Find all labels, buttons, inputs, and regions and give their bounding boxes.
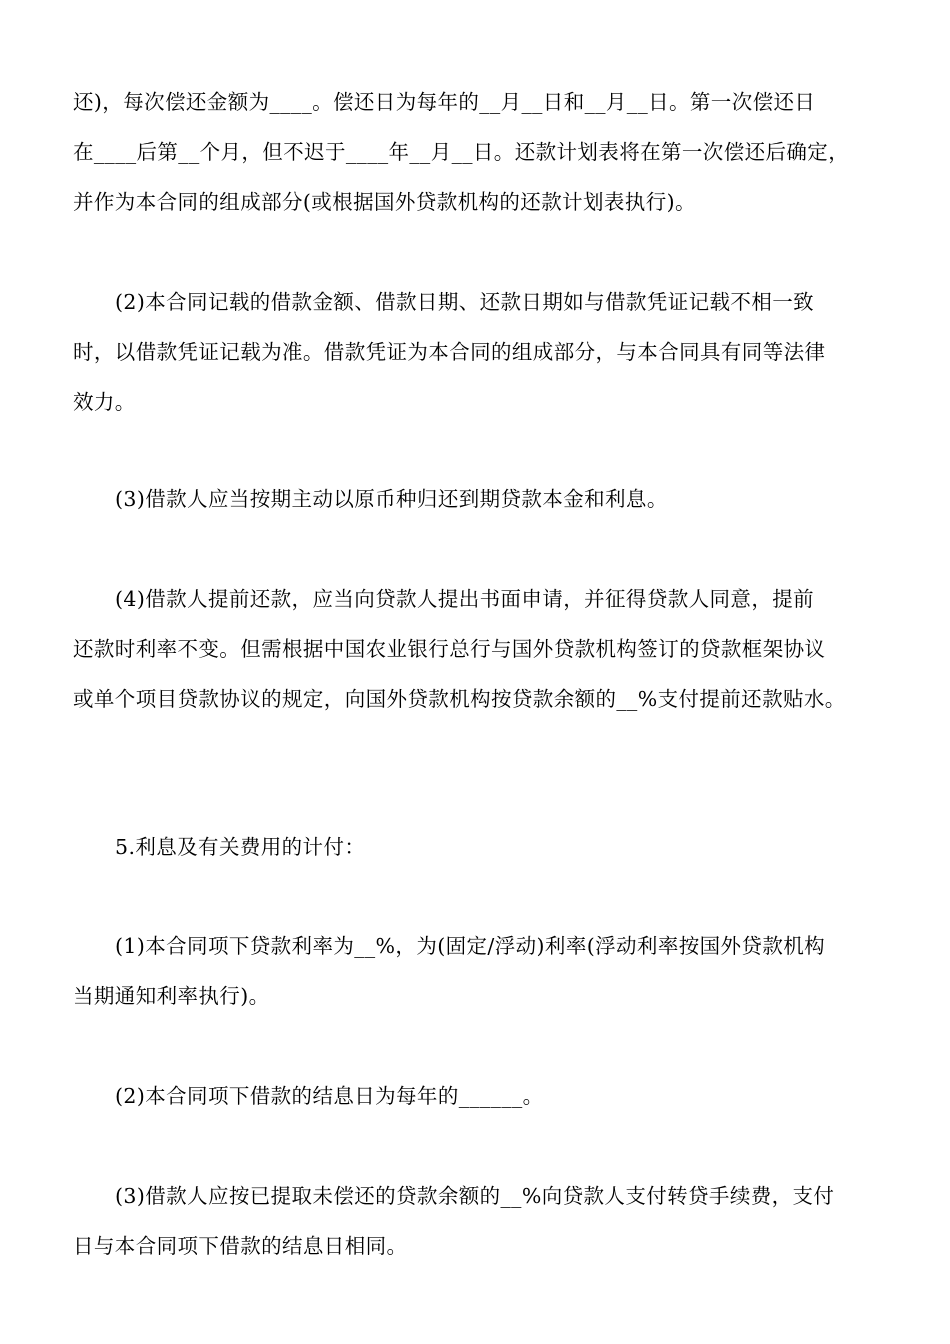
paragraph-clause-5-1 <box>73 921 893 1021</box>
paragraph-clause-4-4 <box>73 574 893 724</box>
text-line: 在____后第__个月，但不迟于____年__月__日。还款计划表将在第一次偿还后确定， <box>73 140 850 164</box>
paragraph-clause-5-3 <box>73 1171 893 1271</box>
section-heading: 5.利息及有关费用的计付： <box>115 835 366 859</box>
text-line: 还款时利率不变。但需根据中国农业银行总行与国外贷款机构签订的贷款框架协议 <box>73 637 826 661</box>
paragraph-clause-4-3 <box>73 474 893 524</box>
text-line: (2)本合同记载的借款金额、借款日期、还款日期如与借款凭证记载不相一致 <box>115 290 815 314</box>
text-line: 或单个项目贷款协议的规定，向国外贷款机构按贷款余额的__%支付提前还款贴水。 <box>73 687 846 711</box>
paragraph-repayment-schedule <box>73 77 893 227</box>
text-line: (3)借款人应当按期主动以原币种归还到期贷款本金和利息。 <box>115 487 668 511</box>
text-line: 当期通知利率执行)。 <box>73 984 270 1008</box>
text-line: (2)本合同项下借款的结息日为每年的______。 <box>115 1084 544 1108</box>
paragraph-clause-5-2 <box>73 1071 893 1121</box>
paragraph-clause-4-2 <box>73 277 893 427</box>
text-line: (3)借款人应按已提取未偿还的贷款余额的__%向贷款人支付转贷手续费，支付 <box>115 1184 835 1208</box>
text-line: 时，以借款凭证记载为准。借款凭证为本合同的组成部分，与本合同具有同等法律 <box>73 340 826 364</box>
text-line: 日与本合同项下借款的结息日相同。 <box>73 1234 408 1258</box>
text-line: 并作为本合同的组成部分(或根据国外贷款机构的还款计划表执行)。 <box>73 190 696 214</box>
section-5-heading <box>73 822 893 872</box>
text-line: (1)本合同项下贷款利率为__%，为(固定/浮动)利率(浮动利率按国外贷款机构 <box>115 934 826 958</box>
text-line: 效力。 <box>73 390 136 414</box>
text-line: (4)借款人提前还款，应当向贷款人提出书面申请，并征得贷款人同意，提前 <box>115 587 815 611</box>
text-line: 还)，每次偿还金额为____。偿还日为每年的__月__日和__月__日。第一次偿还日 <box>73 90 816 114</box>
